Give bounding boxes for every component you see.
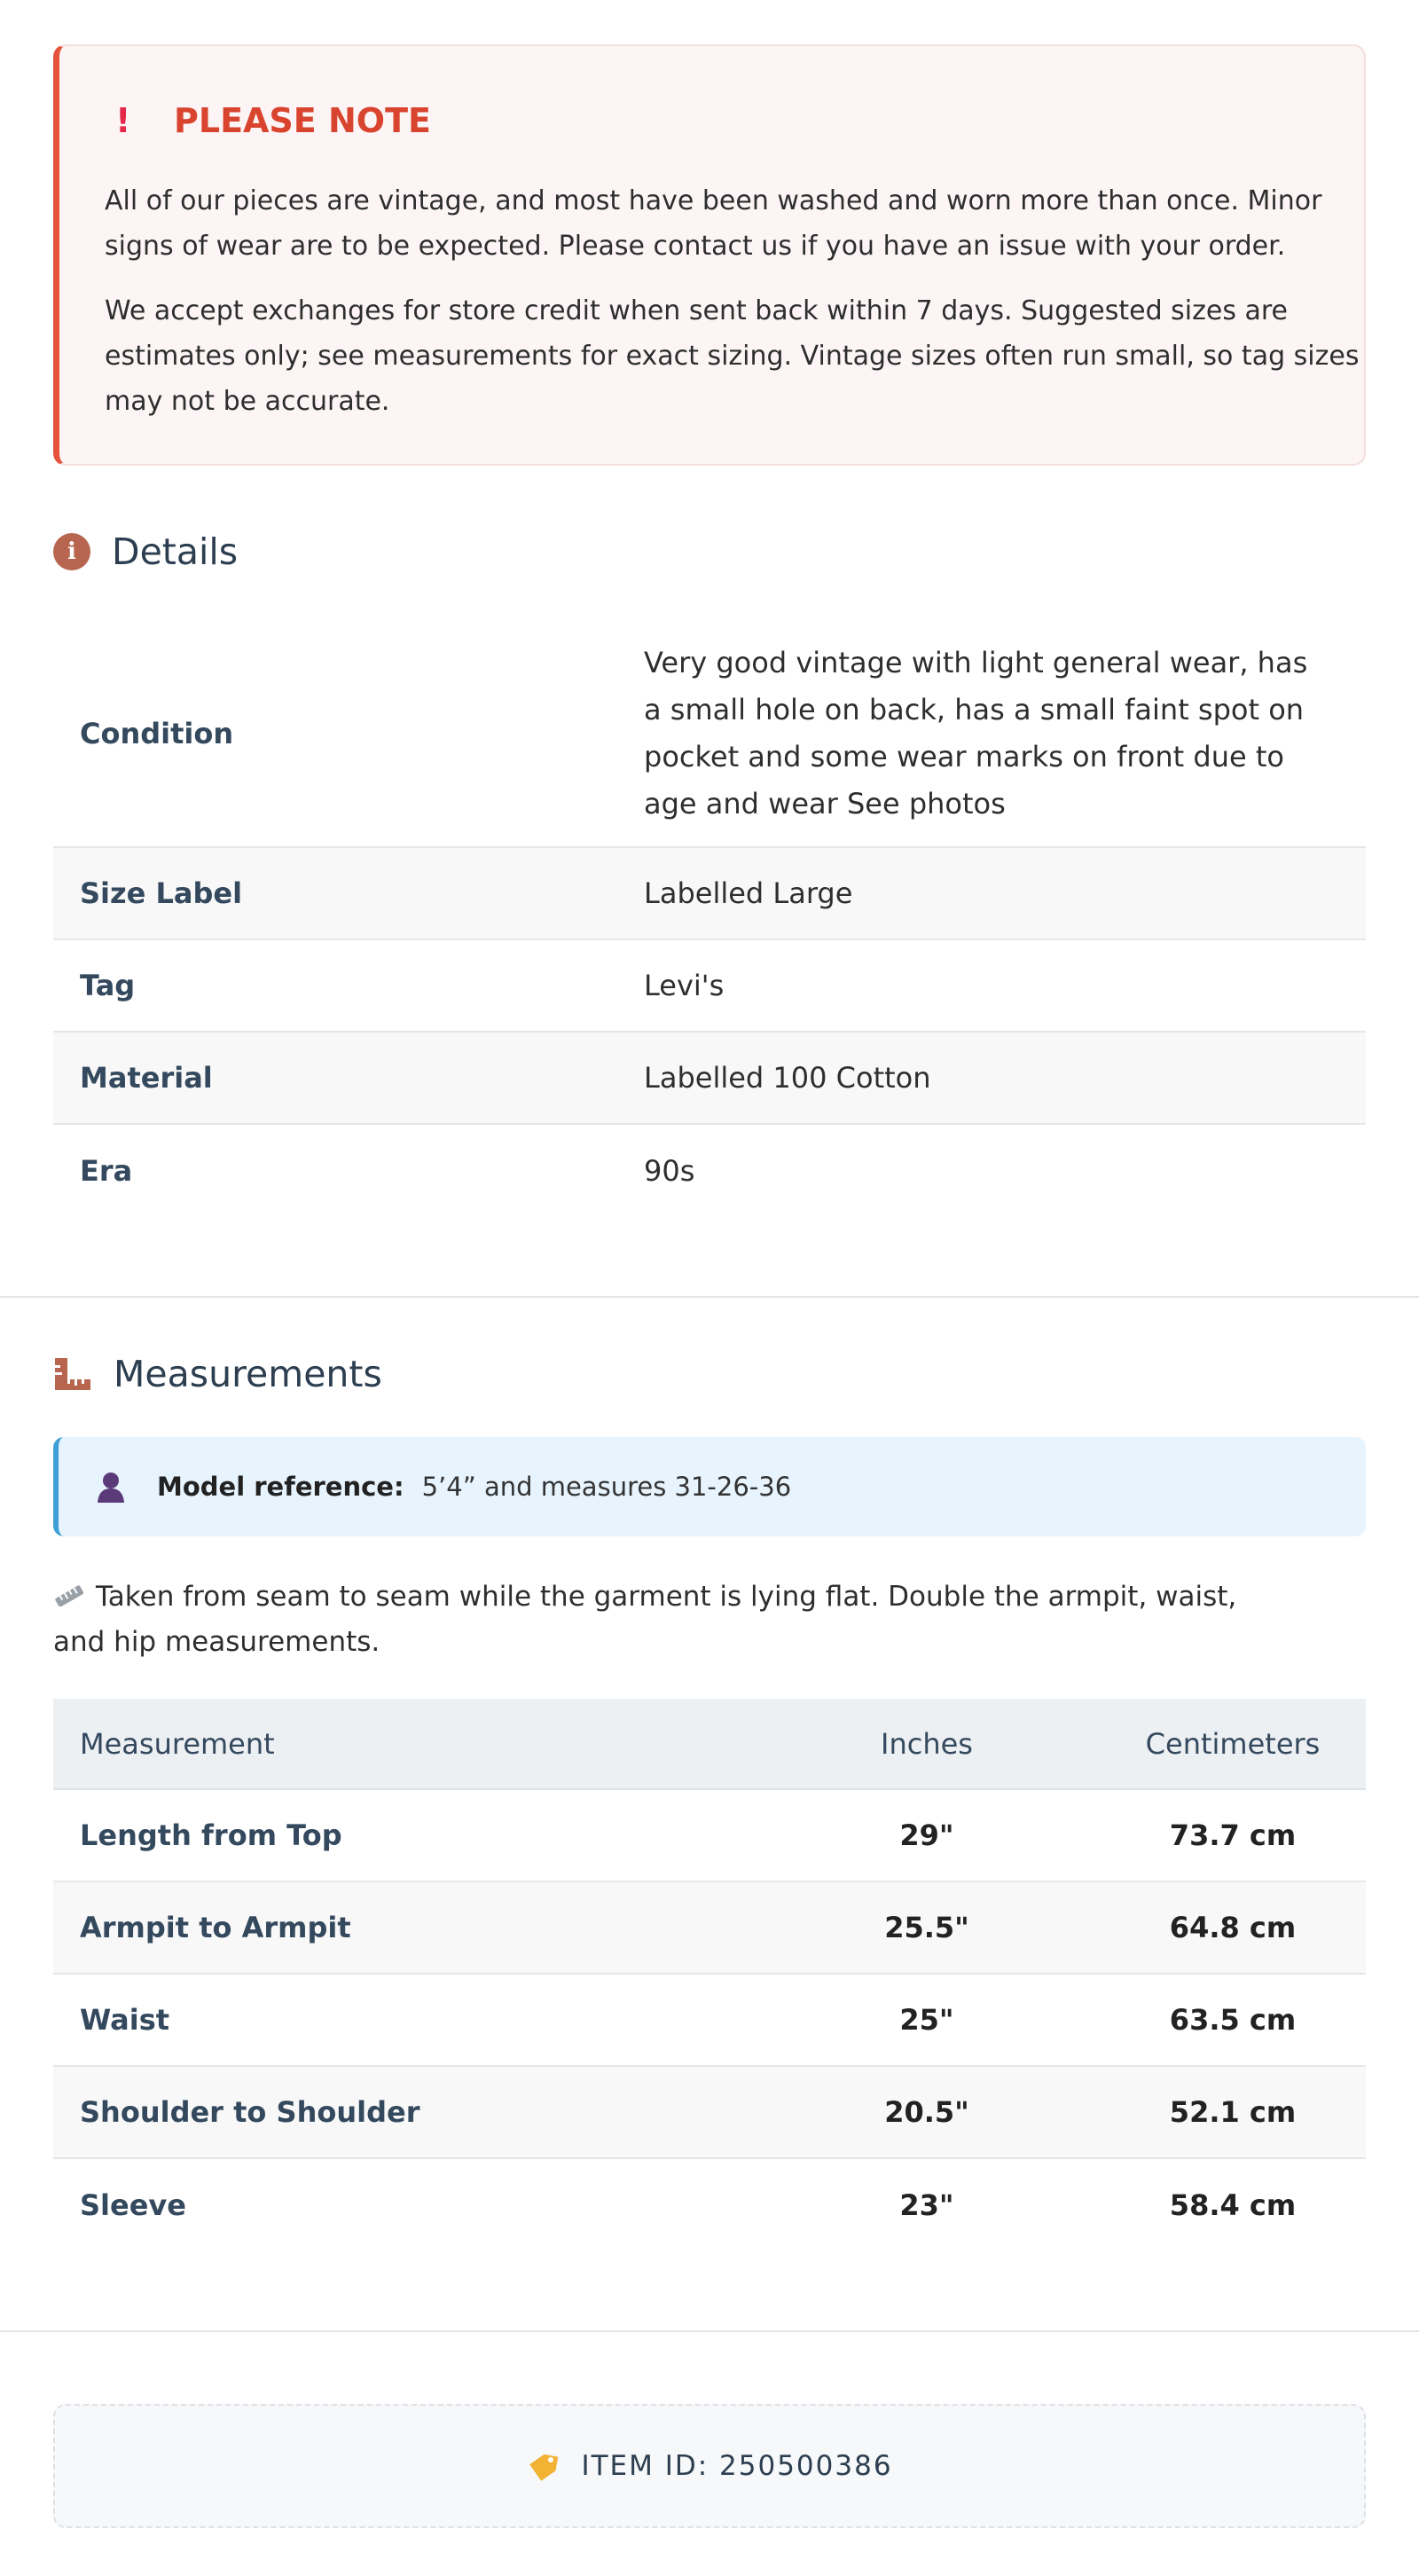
- item-id-box: [53, 2404, 1366, 2528]
- measurement-inches: 29": [899, 1818, 954, 1852]
- info-icon: i: [53, 533, 90, 570]
- table-row: [53, 1975, 1366, 2067]
- measurement-cm: 63.5 cm: [1169, 2003, 1297, 2037]
- details-table: [53, 621, 1366, 1217]
- measurement-name: Waist: [80, 2003, 170, 2037]
- measurement-inches: 25.5": [884, 1911, 969, 1944]
- details-label: Size Label: [80, 876, 243, 910]
- section-divider: [0, 1296, 1419, 1298]
- notice-paragraph-1: All of our pieces are vintage, and most have been washed and worn more than once. Minor signs of wear are to be expected. Please contact us if you have an issue with your order.: [105, 185, 1322, 262]
- details-value: Labelled 100 Cotton: [644, 1060, 931, 1095]
- section-divider: [0, 2330, 1419, 2332]
- details-row-size-label: [53, 848, 1366, 940]
- details-value: Levi's: [644, 968, 725, 1002]
- measurement-name: Shoulder to Shoulder: [80, 2095, 420, 2129]
- details-value: Very good vintage with light general wear, has a small hole on back, has a small faint spot on pocket and some wear marks on front due to age and wear See photos: [644, 646, 1308, 821]
- measurement-cm: 52.1 cm: [1169, 2095, 1297, 2129]
- measurements-table: [53, 1699, 1366, 2251]
- notice-header: [115, 101, 431, 140]
- measurement-name: Armpit to Armpit: [80, 1911, 351, 1944]
- notice-title: PLEASE NOTE: [174, 101, 431, 140]
- item-id-label: ITEM ID: 250500386: [581, 2450, 893, 2482]
- details-row-tag: [53, 940, 1366, 1033]
- measurement-inches: 25": [899, 2003, 954, 2037]
- measurement-cm: 73.7 cm: [1169, 1818, 1297, 1852]
- measurements-title: Measurements: [114, 1353, 382, 1395]
- table-row: [53, 1790, 1366, 1882]
- measurement-name: Sleeve: [80, 2188, 186, 2222]
- measurement-note: [53, 1575, 1295, 1665]
- details-label: Tag: [80, 969, 136, 1002]
- model-reference-label: Model reference:: [157, 1472, 404, 1502]
- details-title: Details: [112, 530, 239, 573]
- table-row: [53, 2159, 1366, 2251]
- ruler-icon: [53, 1356, 92, 1392]
- ruler-pencil-icon: [53, 1585, 85, 1606]
- model-reference-value: 5’4” and measures 31-26-36: [421, 1472, 792, 1502]
- measurement-inches: 23": [899, 2188, 954, 2222]
- measurement-name: Length from Top: [80, 1818, 342, 1852]
- details-value: 90s: [644, 1153, 695, 1188]
- column-header-measurement: Measurement: [80, 1726, 275, 1761]
- details-row-material: [53, 1033, 1366, 1125]
- notice-paragraph-2: We accept exchanges for store credit when sent back within 7 days. Suggested sizes are estimates only; see measurements for exact sizing. Vintage sizes often run small, so tag sizes may not be accurate.: [105, 295, 1360, 417]
- table-row: [53, 2067, 1366, 2159]
- column-header-inches: Inches: [881, 1726, 973, 1761]
- measurement-note-text: Taken from seam to seam while the garment is lying flat. Double the armpit, waist, and hip measurements.: [53, 1581, 1237, 1658]
- measurements-header: [53, 1353, 382, 1395]
- details-label: Era: [80, 1154, 133, 1188]
- model-reference-box: [53, 1437, 1366, 1536]
- measurement-cm: 64.8 cm: [1169, 1911, 1297, 1944]
- details-label: Material: [80, 1061, 213, 1095]
- tag-icon: [526, 2451, 561, 2481]
- person-icon: [96, 1471, 126, 1503]
- measurement-cm: 58.4 cm: [1169, 2188, 1297, 2222]
- details-value: Labelled Large: [644, 876, 853, 910]
- table-header-row: [53, 1699, 1366, 1790]
- details-row-era: [53, 1125, 1366, 1217]
- details-row-condition: [53, 621, 1366, 848]
- column-header-centimeters: Centimeters: [1145, 1726, 1321, 1761]
- notice-box: [53, 44, 1366, 466]
- exclamation-icon: !: [115, 101, 131, 140]
- measurement-inches: 20.5": [884, 2095, 969, 2129]
- table-row: [53, 1882, 1366, 1975]
- details-label: Condition: [80, 717, 234, 750]
- details-header: [53, 530, 238, 573]
